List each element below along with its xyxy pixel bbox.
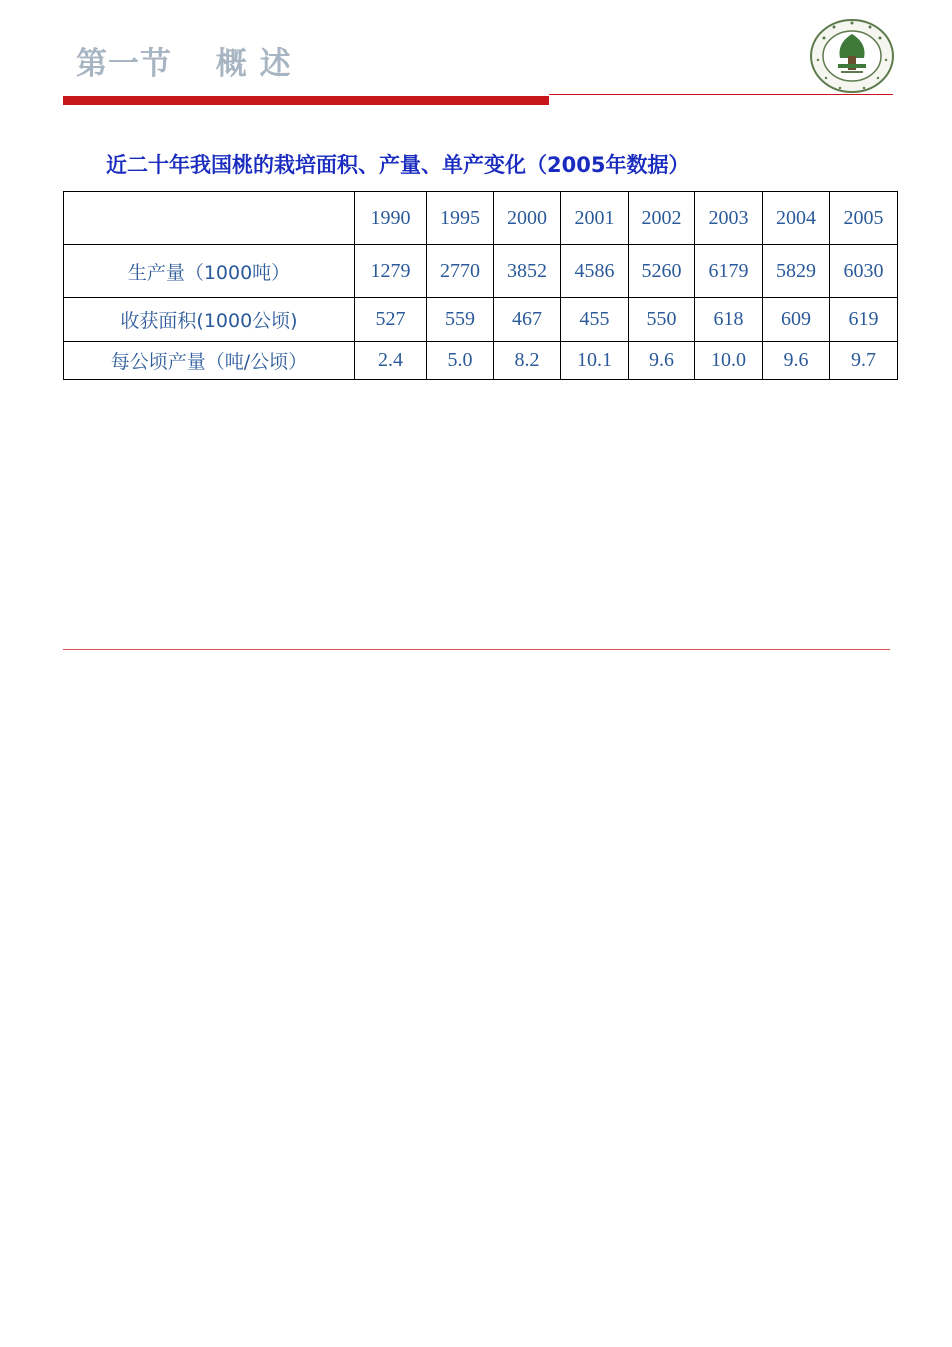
table-cell: 5.0 <box>427 342 494 380</box>
table-cell: 5260 <box>629 245 695 298</box>
table-cell: 9.6 <box>629 342 695 380</box>
table-cell: 527 <box>355 298 427 342</box>
year-header: 1995 <box>427 192 494 245</box>
table-row <box>64 245 898 298</box>
table-cell: 9.7 <box>830 342 898 380</box>
table-cell: 559 <box>427 298 494 342</box>
row-label: 生产量（1000吨） <box>64 245 355 298</box>
header-accent-bar <box>63 96 549 105</box>
row-label: 每公顷产量（吨/公顷） <box>64 342 355 380</box>
footer-rule <box>63 649 890 650</box>
table-cell: 455 <box>561 298 629 342</box>
table-cell: 467 <box>494 298 561 342</box>
row-label: 收获面积(1000公顷) <box>64 298 355 342</box>
section-title: 第一节 概 述 <box>76 46 292 82</box>
table-cell: 6030 <box>830 245 898 298</box>
table-cell: 3852 <box>494 245 561 298</box>
table-cell: 550 <box>629 298 695 342</box>
header-corner-cell <box>64 192 355 245</box>
header-rule <box>549 94 893 95</box>
table-row <box>64 342 898 380</box>
year-header: 1990 <box>355 192 427 245</box>
table-cell: 618 <box>695 298 763 342</box>
year-header: 2002 <box>629 192 695 245</box>
university-seal-icon <box>808 18 896 94</box>
peach-production-table <box>63 191 898 380</box>
year-header: 2003 <box>695 192 763 245</box>
table-cell: 609 <box>763 298 830 342</box>
table-cell: 10.1 <box>561 342 629 380</box>
year-header: 2001 <box>561 192 629 245</box>
table-cell: 6179 <box>695 245 763 298</box>
table-cell: 8.2 <box>494 342 561 380</box>
table-cell: 2.4 <box>355 342 427 380</box>
table-cell: 1279 <box>355 245 427 298</box>
table-cell: 5829 <box>763 245 830 298</box>
table-cell: 10.0 <box>695 342 763 380</box>
table-cell: 2770 <box>427 245 494 298</box>
table-header-row <box>64 192 898 245</box>
table-row <box>64 298 898 342</box>
table-caption: 近二十年我国桃的栽培面积、产量、单产变化（2005年数据） <box>106 153 690 177</box>
year-header: 2000 <box>494 192 561 245</box>
year-header: 2005 <box>830 192 898 245</box>
table-cell: 619 <box>830 298 898 342</box>
table-cell: 4586 <box>561 245 629 298</box>
year-header: 2004 <box>763 192 830 245</box>
table-cell: 9.6 <box>763 342 830 380</box>
